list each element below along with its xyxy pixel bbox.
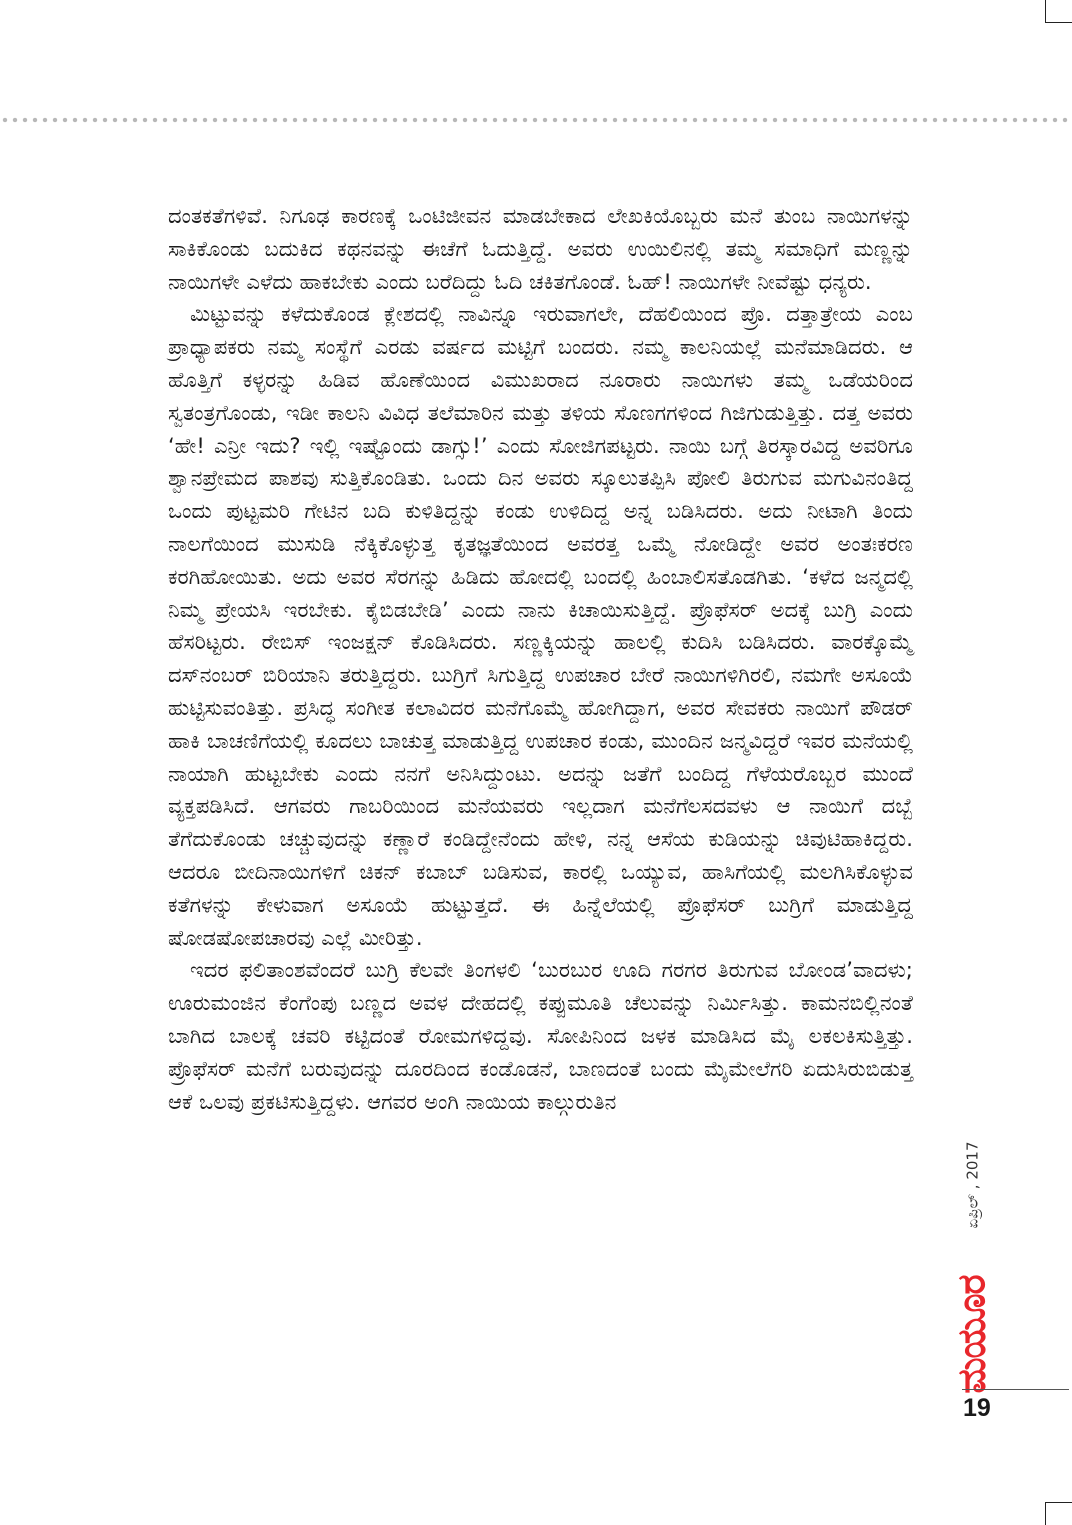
page-number: 19 [963, 1394, 991, 1422]
issue-date: ಏಪ್ರಿಲ್ , 2017 [963, 1141, 982, 1229]
magazine-logo [949, 1274, 994, 1394]
article-paragraph-3: ಇದರ ಫಲಿತಾಂಶವೆಂದರೆ ಬುಗ್ರಿ ಕೆಲವೇ ತಿಂಗಳಲಿ ‘ಬುರಬುರ ಊದಿ ಗರಗರ ತಿರುಗುವ ಬೋಂಡ’ವಾದಳು; ಊರುಮಂಜಿನ ಕೆಂಗೆಂಪು ಬಣ್ಣದ ಅವಳ ದೇಹದಲ್ಲಿ ಕಪ್ಪುಮೂತಿ ಚೆಲುವನ್ನು ನಿರ್ಮಿಸಿತ್ತು. ಕಾಮನಬಿಲ್ಲಿನಂತೆ ಬಾಗಿದ ಬಾಲಕ್ಕೆ ಚವರಿ ಕಟ್ಟಿದಂತೆ ರೋಮಗಳಿದ್ದವು. ಸೋಪಿನಿಂದ ಜಳಕ ಮಾಡಿಸಿದ ಮೈ ಲಕಲಕಿಸುತ್ತಿತ್ತು. ಪ್ರೊಫೆಸರ್ ಮನೆಗೆ ಬರುವುದನ್ನು ದೂರದಿಂದ ಕಂಡೊಡನೆ, ಬಾಣದಂತೆ ಬಂದು ಮೈಮೇಲೆಗರಿ ಏದುಸಿರುಬಿಡುತ್ತ ಆಕೆ ಒಲವು ಪ್ರಕಟಿಸುತ್ತಿದ್ದಳು. ಆಗವರ ಅಂಗಿ ನಾಯಿಯ ಕಾಲ್ಗುರುತಿನ [168, 958, 913, 1114]
folio-rule [962, 1389, 1069, 1390]
article-paragraph-1: ದಂತಕತೆಗಳಿವೆ. ನಿಗೂಢ ಕಾರಣಕ್ಕೆ ಒಂಟಿಜೀವನ ಮಾಡಬೇಕಾದ ಲೇಖಕಿಯೊಬ್ಬರು ಮನೆ ತುಂಬ ನಾಯಿಗಳನ್ನು ಸಾಕಿಕೊಂಡು ಬದುಕಿದ ಕಥನವನ್ನು ಈಚೆಗೆ ಓದುತ್ತಿದ್ದೆ. ಅವರು ಉಯಿಲಿನಲ್ಲಿ ತಮ್ಮ ಸಮಾಧಿಗೆ ಮಣ್ಣನ್ನು ನಾಯಿಗಳೇ ಎಳೆದು ಹಾಕಬೇಕು ಎಂದು ಬರೆದಿದ್ದು ಓದಿ ಚಕಿತಗೊಂಡೆ. ಓಹ್! ನಾಯಿಗಳೇ ನೀವೆಷ್ಟು ಧನ್ಯರು. [168, 204, 913, 294]
magazine-name: ಮಯೂರ [949, 1274, 994, 1394]
crop-mark-top-right [1045, 0, 1072, 23]
article-paragraph-2: ಮಿಟ್ಟುವನ್ನು ಕಳೆದುಕೊಂಡ ಕ್ಲೇಶದಲ್ಲಿ ನಾವಿನ್ನೂ ಇರುವಾಗಲೇ, ದೆಹಲಿಯಿಂದ ಪ್ರೊ. ದತ್ತಾತ್ರೇಯ ಎಂಬ ಪ್ರಾಧ್ಯಾಪಕರು ನಮ್ಮ ಸಂಸ್ಥೆಗೆ ಎರಡು ವರ್ಷದ ಮಟ್ಟಿಗೆ ಬಂದರು. ನಮ್ಮ ಕಾಲನಿಯಲ್ಲೆ ಮನೆಮಾಡಿದರು. ಆ ಹೊತ್ತಿಗೆ ಕಳ್ಳರನ್ನು ಹಿಡಿವ ಹೊಣೆಯಿಂದ ವಿಮುಖರಾದ ನೂರಾರು ನಾಯಿಗಳು ತಮ್ಮ ಒಡೆಯರಿಂದ ಸ್ವತಂತ್ರಗೊಂಡು, ಇಡೀ ಕಾಲನಿ ವಿವಿಧ ತಲೆಮಾರಿನ ಮತ್ತು ತಳಿಯ ಸೊಣಗಗಳಿಂದ ಗಿಜಿಗುಡುತ್ತಿತ್ತು. ದತ್ತ ಅವರು ‘ಹೇ! ಎನ್ರೀ ಇದು? ಇಲ್ಲಿ ಇಷ್ಟೊಂದು ಡಾಗ್ಸು!’ ಎಂದು ಸೋಜಿಗಪಟ್ಟರು. ನಾಯಿ ಬಗ್ಗೆ ತಿರಸ್ಕಾರವಿದ್ದ ಅವರಿಗೂ ಶ್ವಾನಪ್ರೇಮದ ಪಾಶವು ಸುತ್ತಿಕೊಂಡಿತು. ಒಂದು ದಿನ ಅವರು ಸ್ಕೂಲುತಪ್ಪಿಸಿ ಪೋಲಿ ತಿರುಗುವ ಮಗುವಿನಂತಿದ್ದ ಒಂದು ಪುಟ್ಟಮರಿ ಗೇಟಿನ ಬದಿ ಕುಳಿತಿದ್ದನ್ನು ಕಂಡು ಉಳಿದಿದ್ದ ಅನ್ನ ಬಡಿಸಿದರು. ಅದು ನೀಟಾಗಿ ತಿಂದು ನಾಲಗೆಯಿಂದ ಮುಸುಡಿ ನೆಕ್ಕಿಕೊಳ್ಳುತ್ತ ಕೃತಜ್ಞತೆಯಿಂದ ಅವರತ್ತ ಒಮ್ಮೆ ನೋಡಿದ್ದೇ ಅವರ ಅಂತಃಕರಣ ಕರಗಿಹೋಯಿತು. ಅದು ಅವರ ಸೆರಗನ್ನು ಹಿಡಿದು ಹೋದಲ್ಲಿ ಬಂದಲ್ಲಿ ಹಿಂಬಾಲಿಸತೊಡಗಿತು. ‘ಕಳೆದ ಜನ್ಮದಲ್ಲಿ ನಿಮ್ಮ ಪ್ರೇಯಸಿ ಇರಬೇಕು. ಕೈಬಿಡಬೇಡಿ’ ಎಂದು ನಾನು ಕಿಚಾಯಿಸುತ್ತಿದ್ದೆ. ಪ್ರೊಫೆಸರ್ ಅದಕ್ಕೆ ಬುಗ್ರಿ ಎಂದು ಹೆಸರಿಟ್ಟರು. ರೇಬಿಸ್ ಇಂಜಕ್ಷನ್ ಕೊಡಿಸಿದರು. ಸಣ್ಣಕ್ಕಿಯನ್ನು ಹಾಲಲ್ಲಿ ಕುದಿಸಿ ಬಡಿಸಿದರು. ವಾರಕ್ಕೊಮ್ಮೆ ದಸ್‌ನಂಬರ್ ಬಿರಿಯಾನಿ ತರುತ್ತಿದ್ದರು. ಬುಗ್ರಿಗೆ ಸಿಗುತ್ತಿದ್ದ ಉಪಚಾರ ಬೇರೆ ನಾಯಿಗಳಿಗಿರಲಿ, ನಮಗೇ ಅಸೂಯೆ ಹುಟ್ಟಿಸುವಂತಿತ್ತು. ಪ್ರಸಿದ್ಧ ಸಂಗೀತ ಕಲಾವಿದರ ಮನೆಗೊಮ್ಮೆ ಹೋಗಿದ್ದಾಗ, ಅವರ ಸೇವಕರು ನಾಯಿಗೆ ಪೌಡರ್ ಹಾಕಿ ಬಾಚಣಿಗೆಯಲ್ಲಿ ಕೂದಲು ಬಾಚುತ್ತ ಮಾಡುತ್ತಿದ್ದ ಉಪಚಾರ ಕಂಡು, ಮುಂದಿನ ಜನ್ಮವಿದ್ದರೆ ಇವರ ಮನೆಯಲ್ಲಿ ನಾಯಾಗಿ ಹುಟ್ಟಬೇಕು ಎಂದು ನನಗೆ ಅನಿಸಿದ್ದುಂಟು. ಅದನ್ನು ಜತೆಗೆ ಬಂದಿದ್ದ ಗೆಳೆಯರೊಬ್ಬರ ಮುಂದೆ ವ್ಯಕ್ತಪಡಿಸಿದೆ. ಆಗವರು ಗಾಬರಿಯಿಂದ ಮನೆಯವರು ಇಲ್ಲದಾಗ ಮನೆಗೆಲಸದವಳು ಆ ನಾಯಿಗೆ ದಬ್ಬೆ ತೆಗೆದುಕೊಂಡು ಚಚ್ಚುವುದನ್ನು ಕಣ್ಣಾರೆ ಕಂಡಿದ್ದೇನೆಂದು ಹೇಳಿ, ನನ್ನ ಆಸೆಯ ಕುಡಿಯನ್ನು ಚಿವುಟಿಹಾಕಿದ್ದರು. ಆದರೂ ಬೀದಿನಾಯಿಗಳಿಗೆ ಚಿಕನ್ ಕಬಾಬ್ ಬಡಿಸುವ, ಕಾರಲ್ಲಿ ಒಯ್ಯುವ, ಹಾಸಿಗೆಯಲ್ಲಿ ಮಲಗಿಸಿಕೊಳ್ಳುವ ಕತೆಗಳನ್ನು ಕೇಳುವಾಗ ಅಸೂಯೆ ಹುಟ್ಟುತ್ತದೆ. ಈ ಹಿನ್ನೆಲೆಯಲ್ಲಿ ಪ್ರೊಫೆಸರ್ ಬುಗ್ರಿಗೆ ಮಾಡುತ್ತಿದ್ದ ಷೋಡಷೋಪಚಾರವು ಎಲ್ಲೆ ಮೀರಿತ್ತು. [168, 302, 913, 950]
dotted-divider [0, 117, 1072, 123]
article-body [168, 200, 913, 1118]
crop-mark-bottom-right [1045, 1502, 1072, 1525]
issue-date-block [952, 1105, 992, 1265]
